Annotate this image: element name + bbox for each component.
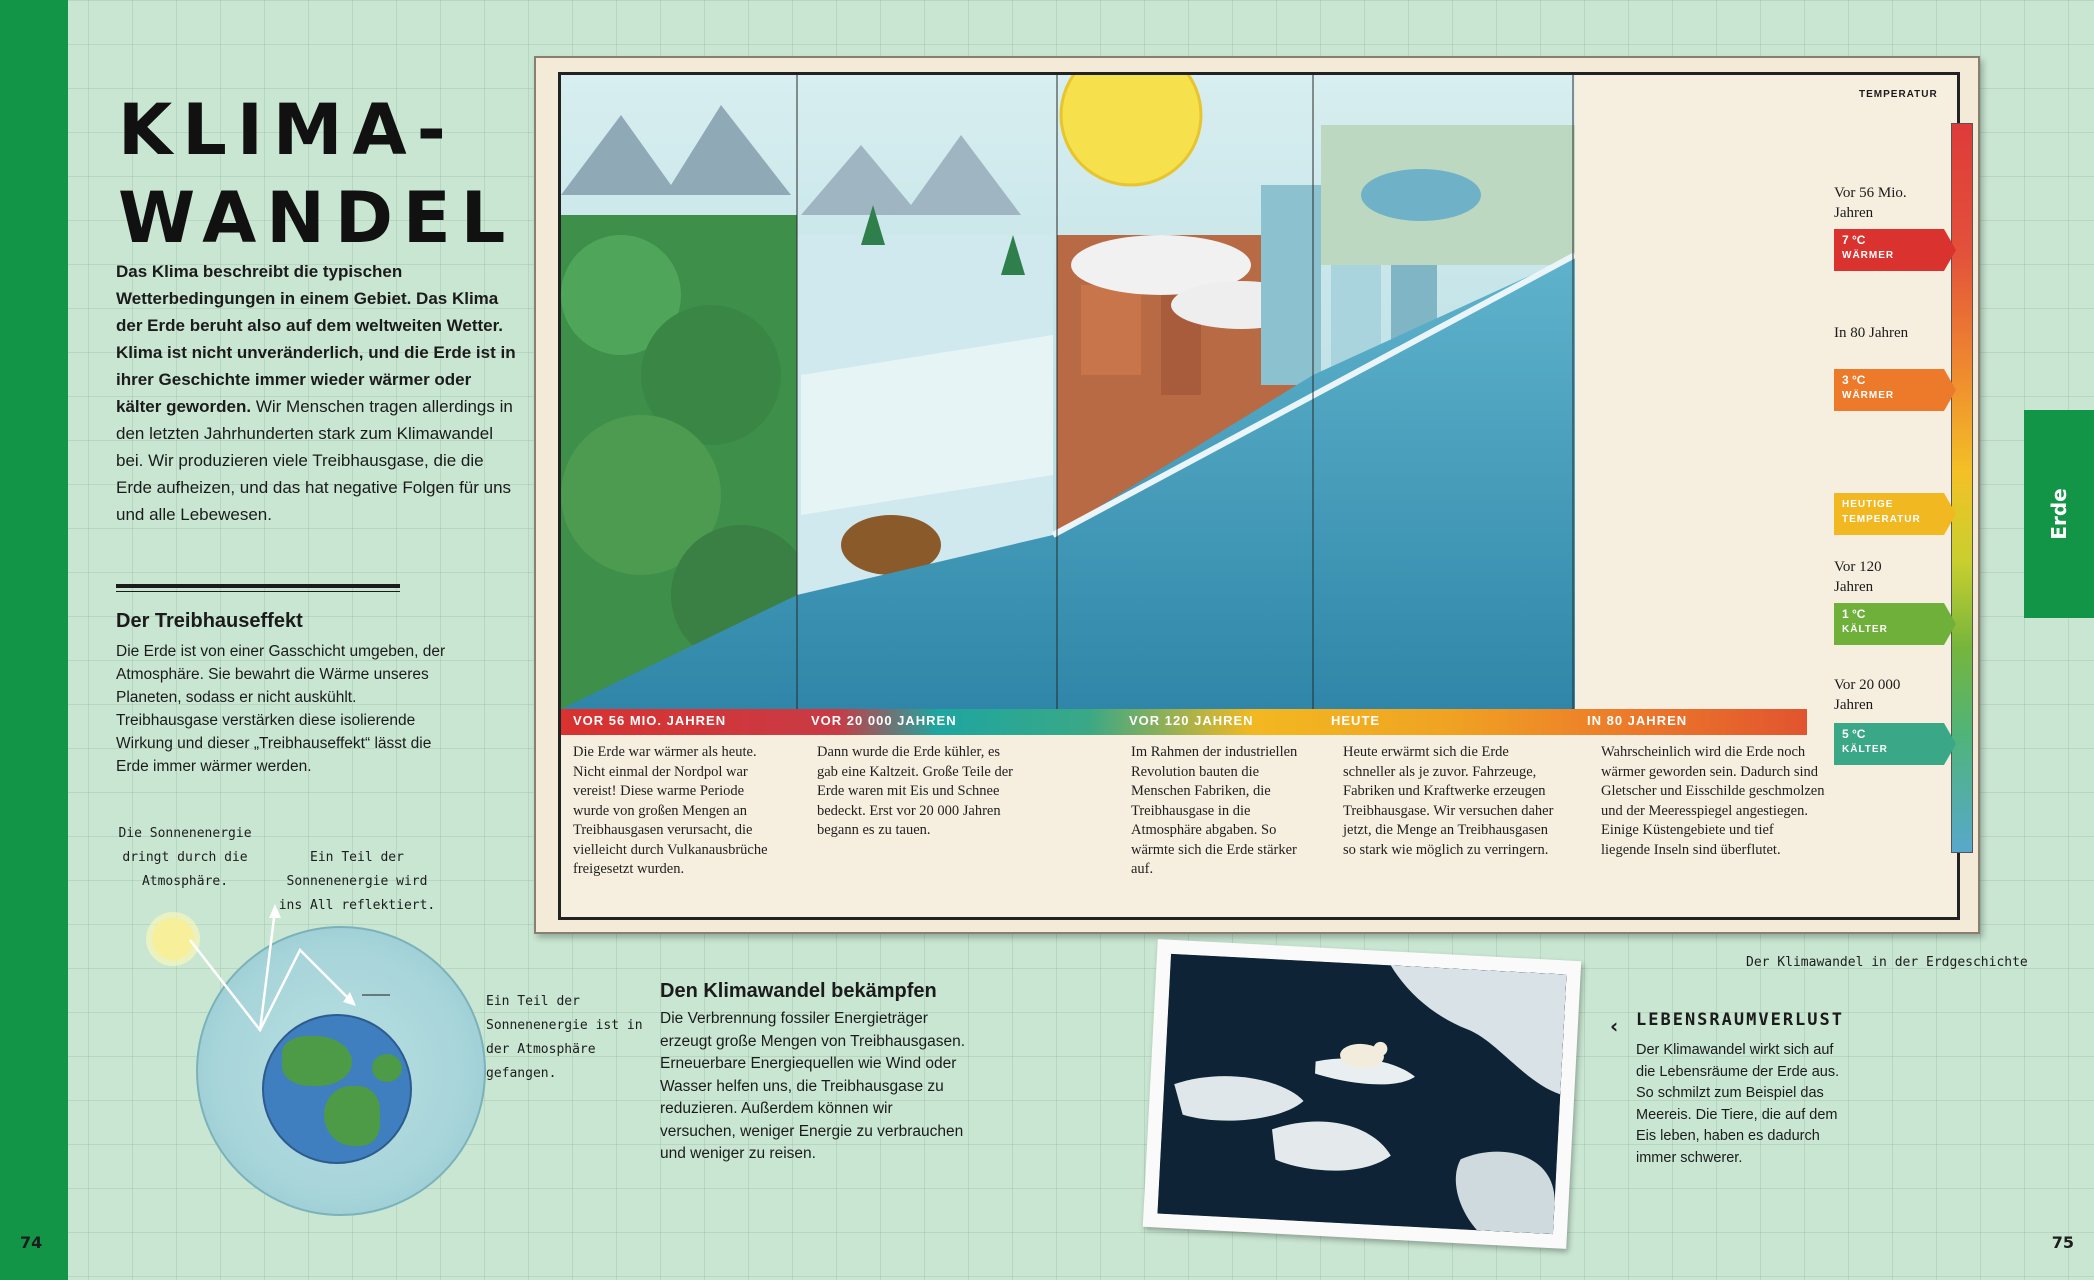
title-line-1: KLIMA- [118, 89, 456, 171]
legend-tag-3: HEUTIGE TEMPERATUR [1834, 493, 1944, 535]
era-label-5: IN 80 JAHREN [1587, 713, 1688, 728]
greenhouse-heading: Der Treibhauseffekt [116, 610, 303, 632]
era-label-1: VOR 56 MIO. JAHREN [573, 713, 727, 728]
chapter-tab-label: Erde [2047, 488, 2071, 540]
habitat-heading: LEBENSRAUMVERLUST [1636, 1010, 1844, 1030]
label-trapped: Ein Teil der Sonnenenergie ist in der Atmosphäre gefangen. [486, 994, 643, 1081]
legend-when-2: In 80 Jahren [1834, 325, 1909, 341]
legend-tag-4: 1 °C KÄLTER [1834, 603, 1944, 645]
intro-paragraph [116, 258, 516, 528]
photo-image [1157, 954, 1566, 1234]
era-label-2: VOR 20 000 JAHREN [811, 713, 957, 728]
timeline-illustration [561, 75, 1575, 709]
page-number-left: 74 [20, 1233, 43, 1252]
fight-heading: Den Klimawandel bekämpfen [660, 980, 937, 1002]
legend-when-1: Vor 56 Mio. Jahren [1834, 185, 1907, 221]
legend-when-5: Vor 20 000 Jahren [1834, 677, 1901, 713]
era-label-3: VOR 120 JAHREN [1129, 713, 1254, 728]
fight-text: Die Verbrennung fossiler Energieträger erzeugt große Mengen von Treibhausgasen. Erneuerbare Energiequellen wie Wind oder Wasser helfen uns, die Treibhausgase zu reduzieren. Außerdem können wir versuchen, weniger Energie zu verbrauchen und weniger zu reisen. [660, 1010, 966, 1162]
greenhouse-text: Die Erde ist von einer Gasschicht umgeben, der Atmosphäre. Sie bewahrt die Wärme unseres Planeten, sodass er nicht auskühlt. Treibhausgase verstärken diese isolierende Wirkung und dieser „Treibhauseffekt“ lässt die Erde immer wärmer werden. [116, 643, 446, 775]
legend-title: TEMPERATUR [1859, 89, 1938, 100]
page-spine-left [0, 0, 68, 1280]
intro-regular: Wir Menschen tragen allerdings in den letzten Jahrhunderten stark zum Klimawandel bei. Wir produzieren viele Treibhausgase, die die Erde aufheizen, und das hat negative Folgen für uns und alle Lebewesen. [116, 397, 513, 524]
label-sun-energy: Die Sonnenenergie dringt durch die Atmosphäre. [118, 826, 252, 889]
page-title [118, 86, 515, 262]
timeline-panel [558, 72, 1960, 920]
era-text-1: Die Erde war wärmer als heute. Nicht einmal der Nordpol war vereist! Diese warme Periode wurde von großen Mengen an Treibhausgasen verursacht, die vielleicht durch Vulkanausbrüche freigesetzt wurden. [573, 744, 768, 877]
habitat-text: Der Klimawandel wirkt sich auf die Lebensräume der Erde aus. So schmilzt zum Beispiel das Meereis. Die Tiere, die auf dem Eis leben, haben es dadurch immer schwerer. [1636, 1042, 1840, 1166]
era-text-4: Heute erwärmt sich die Erde schneller als je zuvor. Fahrzeuge, Fabriken und Kraftwerke erzeugen Treibhausgase. Wir versuchen daher jetzt, die Menge an Treibhausgasen so stark wie möglich zu verringern. [1343, 744, 1554, 858]
polar-bear-photo [1143, 939, 1581, 1249]
label-reflected: Ein Teil der Sonnenenergie wird ins All reflektiert. [278, 850, 436, 913]
legend-tag-5: 5 °C KÄLTER [1834, 723, 1944, 765]
title-line-2: WANDEL [118, 177, 516, 259]
chevron-left-icon: ‹ [1610, 1014, 1619, 1038]
era-text-2: Dann wurde die Erde kühler, es gab eine Kaltzeit. Große Teile der Erde waren mit Eis und Schnee bedeckt. Erst vor 20 000 Jahren begann es zu tauen. [817, 744, 1013, 838]
timeline-caption: Der Klimawandel in der Erdgeschichte [1746, 955, 2028, 970]
intro-bold: Das Klima beschreibt die typischen Wetterbedingungen in einem Gebiet. Das Klima der Erde beruht also auf dem weltweiten Wetter. Klima ist nicht unveränderlich, und die Erde ist in ihrer Geschichte immer wieder wärmer oder kälter geworden. [116, 262, 516, 416]
energy-arrows [150, 890, 390, 1070]
page-number-right: 75 [2051, 1233, 2074, 1252]
timeline-frame [534, 56, 1980, 934]
section-divider [116, 584, 400, 588]
legend-tag-2: 3 °C WÄRMER [1834, 369, 1944, 411]
era-text-3: Im Rahmen der industriellen Revolution bauten die Menschen Fabriken, die Treibhausgase in die Atmosphäre abgaben. So wärmte sich die Erde stärker auf. [1131, 744, 1298, 877]
chapter-tab[interactable] [2024, 410, 2094, 618]
legend-when-4: Vor 120 Jahren [1834, 559, 1882, 595]
legend-tag-1: 7 °C WÄRMER [1834, 229, 1944, 271]
era-label-4: HEUTE [1331, 713, 1381, 728]
era-text-5: Wahrscheinlich wird die Erde noch wärmer geworden sein. Dadurch sind Gletscher und Eisschilde geschmolzen und der Meeresspiegel angestiegen. Einige Küstengebiete und tief liegende Inseln sind überflutet. [1601, 744, 1825, 858]
